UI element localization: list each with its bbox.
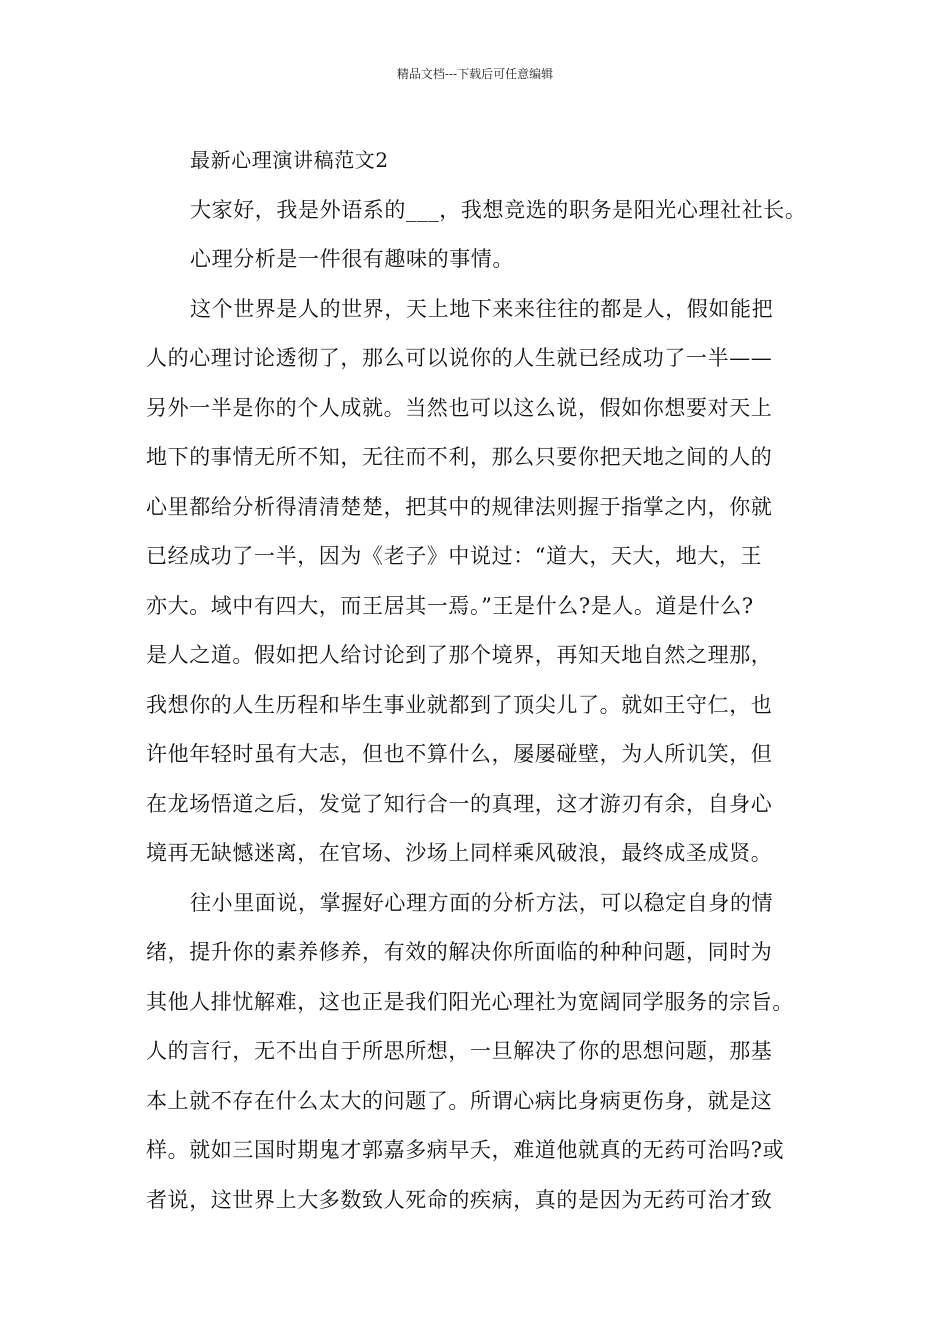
paragraph-line: 人的心理讨论透彻了，那么可以说你的人生就已经成功了一半—— — [146, 346, 773, 370]
paragraph-line: 地下的事情无所不知，无往而不利，那么只要你把天地之间的人的 — [146, 445, 773, 469]
paragraph-line: 是人之道。假如把人给讨论到了那个境界，再知天地自然之理那， — [146, 643, 773, 667]
paragraph-line: 这个世界是人的世界，天上地下来来往往的都是人，假如能把 — [190, 296, 774, 321]
paragraph-line: 其他人排忧解难，这也正是我们阳光心理社为宽阔同学服务的宗旨。 — [146, 989, 794, 1014]
paragraph-line: 境再无缺憾迷离，在官场、沙场上同样乘风破浪，最终成圣成贤。 — [146, 841, 773, 865]
paragraph-line: 在龙场悟道之后，发觉了知行合一的真理，这才游刃有余，自身心 — [146, 791, 773, 816]
page-header: 精品文档---下载后可任意编辑 — [396, 67, 554, 81]
paragraph-line: 本上就不存在什么太大的问题了。所谓心病比身病更伤身，就是这 — [146, 1088, 773, 1113]
paragraph-line: 已经成功了一半，因为《老子》中说过：“道大，天大，地大，王 — [146, 544, 763, 568]
paragraph-line: 另外一半是你的个人成就。当然也可以这么说，假如你想要对天上 — [146, 395, 773, 420]
paragraph-line: 心里都给分析得清清楚楚，把其中的规律法则握于指掌之内，你就 — [146, 494, 773, 519]
document-title: 最新心理演讲稿范文2 — [190, 148, 389, 172]
paragraph-line: 大家好，我是外语系的___，我想竞选的职务是阳光心理社社长。 — [190, 197, 807, 222]
paragraph-line: 我想你的人生历程和毕生事业就都到了顶尖儿了。就如王守仁，也 — [146, 692, 773, 717]
paragraph-line: 亦大。域中有四大，而王居其一焉。”王是什么?是人。道是什么? — [146, 593, 754, 618]
paragraph-line: 者说，这世界上大多数致人死命的疾病，真的是因为无药可治才致 — [146, 1187, 773, 1212]
paragraph-line: 心理分析是一件很有趣味的事情。 — [190, 247, 514, 271]
document-body — [146, 136, 810, 1225]
paragraph-line: 绪，提升你的素养修养，有效的解决你所面临的种种问题，同时为 — [146, 940, 773, 964]
paragraph-line: 许他年轻时虽有大志，但也不算什么，屡屡碰壁，为人所讥笑，但 — [146, 742, 773, 766]
paragraph-line: 往小里面说，掌握好心理方面的分析方法，可以稳定自身的情 — [190, 890, 774, 915]
paragraph-line: 人的言行，无不出自于所思所想，一旦解决了你的思想问题，那基 — [146, 1039, 773, 1063]
paragraph-line: 样。就如三国时期鬼才郭嘉多病早夭，难道他就真的无药可治吗?或 — [146, 1138, 785, 1162]
